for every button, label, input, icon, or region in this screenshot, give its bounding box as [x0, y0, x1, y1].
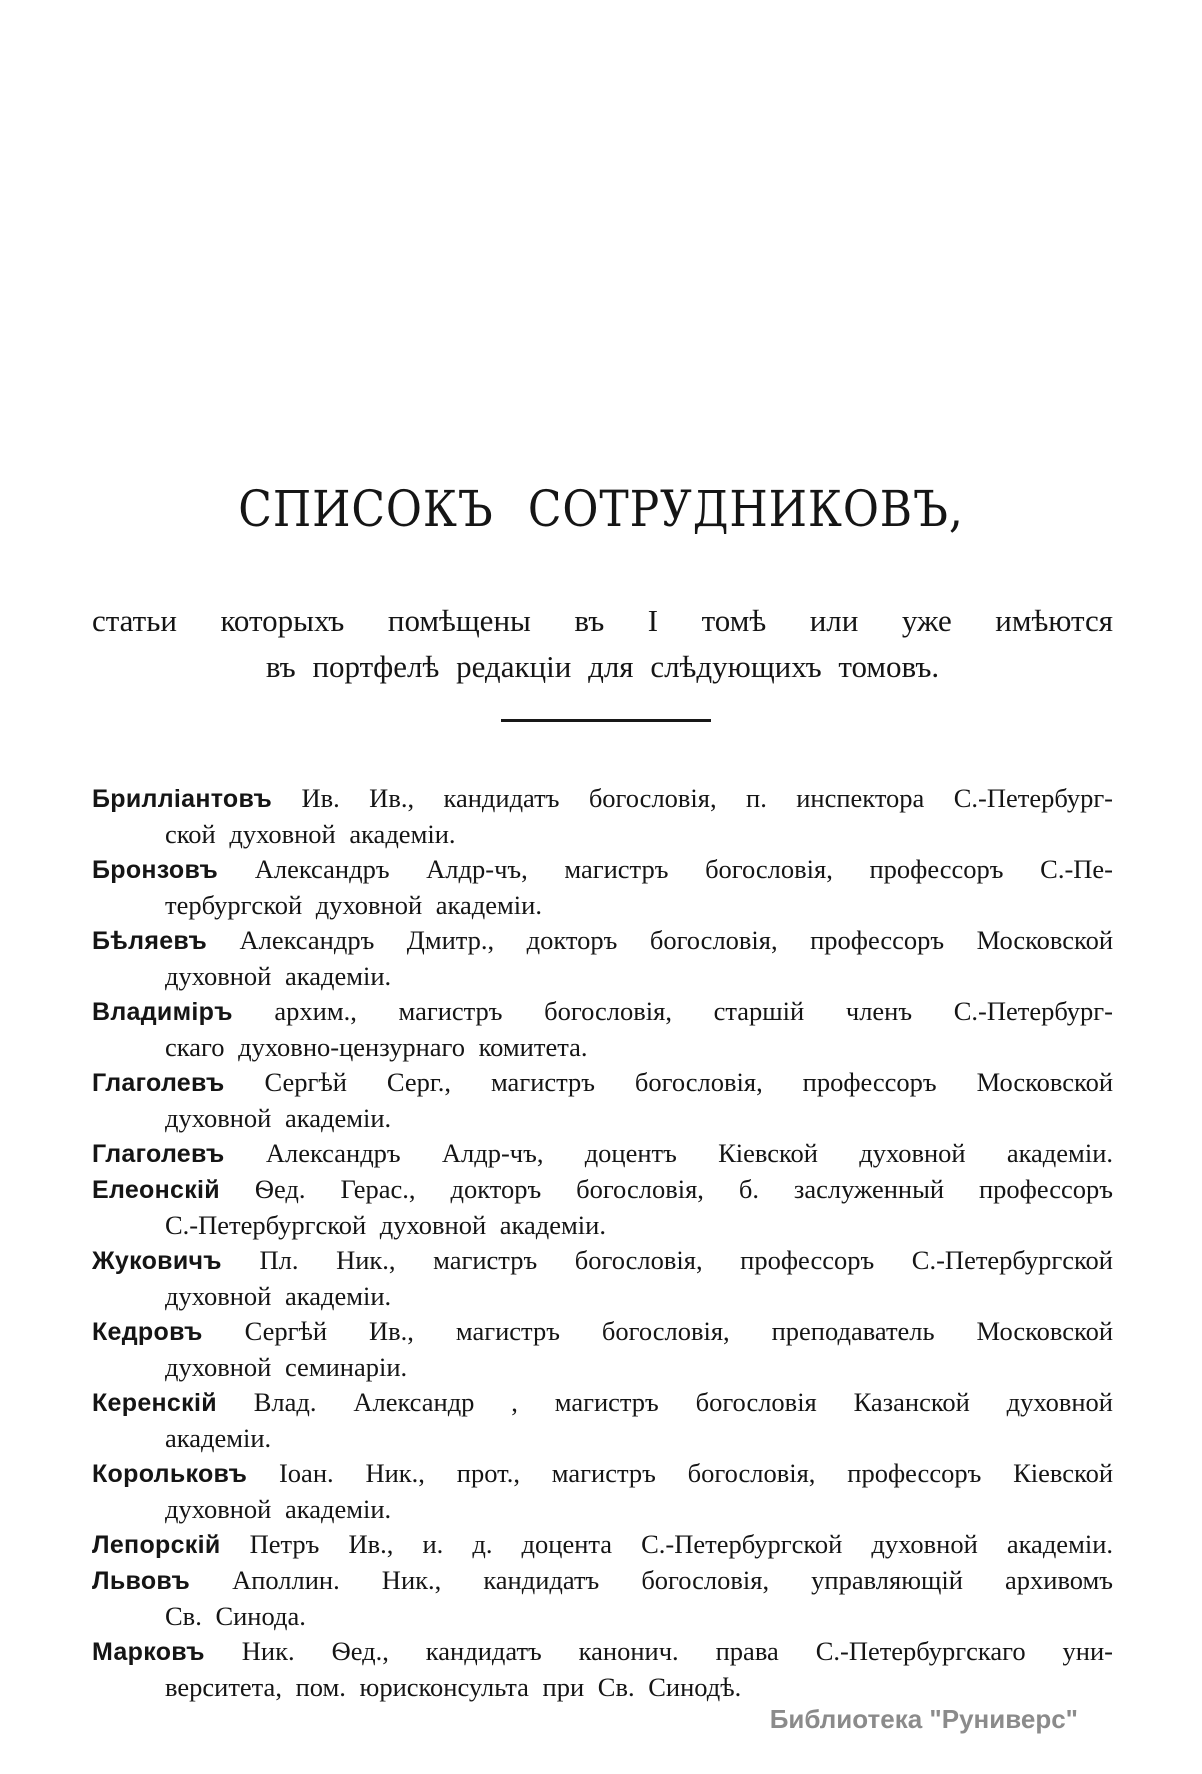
- entry-first-line: [92, 1563, 1113, 1599]
- contributor-entry: [92, 1563, 1113, 1634]
- entry-continuation-line: духовной академіи.: [165, 961, 392, 991]
- entry-text: Аполлин. Ник., кандидатъ богословія, управляющій архивомъ: [232, 1565, 1114, 1595]
- contributor-name: Бѣляевъ: [92, 927, 207, 955]
- contributor-name: Елеонскій: [92, 1176, 220, 1204]
- contributor-name: Глаголевъ: [92, 1069, 225, 1097]
- entry-text: Александръ Дмитр., докторъ богословія, профессоръ Московской: [239, 925, 1114, 955]
- contributor-entry: [92, 1065, 1113, 1136]
- subtitle-line-2: въ портфелѣ редакціи для слѣдующихъ томовъ.: [265, 649, 940, 684]
- entry-text: Ив. Ив., кандидатъ богословія, п. инспектора С.-Петербург-: [301, 783, 1114, 813]
- entry-first-line: [92, 781, 1113, 817]
- contributor-name: Марковъ: [92, 1638, 205, 1666]
- entry-first-line: [92, 1065, 1113, 1101]
- contributor-name: Лепорскій: [92, 1531, 221, 1559]
- entry-first-line: [92, 1385, 1113, 1421]
- entry-text: Александръ Алдр-чъ, доцентъ Кіевской духовной академіи.: [265, 1138, 1113, 1168]
- entry-text: Ник. Ѳед., кандидатъ канонич. права С.-Петербургскаго уни-: [241, 1636, 1113, 1666]
- entry-continuation-line: духовной семинаріи.: [165, 1352, 408, 1382]
- entry-first-line: [92, 1456, 1113, 1492]
- contributor-name: Жуковичъ: [92, 1247, 222, 1275]
- contributor-name: Кедровъ: [92, 1318, 203, 1346]
- library-watermark: Библиотека "Руниверс": [769, 1704, 1078, 1734]
- page-title: СПИСОКЪ СОТРУДНИКОВЪ,: [238, 480, 964, 538]
- contributor-name: Владиміръ: [92, 998, 233, 1026]
- contributor-entry: [92, 1527, 1113, 1563]
- entry-first-line: [92, 1314, 1113, 1350]
- contributor-entry: [92, 781, 1113, 852]
- contributor-entry: [92, 1634, 1113, 1705]
- entry-text: Сергѣй Ив., магистръ богословія, преподаватель Московской: [244, 1316, 1113, 1346]
- contributor-entry: [92, 1136, 1113, 1172]
- entry-text: Александръ Алдр-чъ, магистръ богословія, профессоръ С.-Пе-: [254, 854, 1113, 884]
- contributor-name: Корольковъ: [92, 1460, 248, 1488]
- entry-text: Ѳед. Герас., докторъ богословія, б. заслуженный профессоръ: [254, 1174, 1113, 1204]
- entry-text: Петръ Ив., и. д. доцента С.-Петербургской духовной академіи.: [249, 1529, 1114, 1559]
- contributor-name: Бронзовъ: [92, 856, 219, 884]
- entry-continuation-line: Св. Синода.: [165, 1601, 306, 1631]
- entry-continuation-line: духовной академіи.: [165, 1103, 392, 1133]
- entry-continuation-line: тербургской духовной академіи.: [165, 890, 542, 920]
- contributors-list: [92, 781, 1113, 1705]
- contributor-entry: [92, 1314, 1113, 1385]
- entry-first-line: [92, 1243, 1113, 1279]
- entry-text: Влад. Александр , магистръ богословія Казанской духовной: [253, 1387, 1113, 1417]
- entry-first-line: [92, 923, 1113, 959]
- divider-rule: [501, 719, 711, 722]
- contributor-name: Львовъ: [92, 1567, 190, 1595]
- contributor-name: Глаголевъ: [92, 1140, 225, 1168]
- entry-continuation-line: скаго духовно-цензурнаго комитета.: [165, 1032, 588, 1062]
- entry-text: Пл. Ник., магистръ богословія, профессоръ С.-Петербургской: [259, 1245, 1113, 1275]
- entry-first-line: [92, 1527, 1113, 1563]
- entry-text: архим., магистръ богословія, старшій членъ С.-Петербург-: [274, 996, 1114, 1026]
- subtitle-line-1: статьи которыхъ помѣщены въ I томѣ или уже имѣются: [92, 603, 1113, 638]
- entry-continuation-line: верситета, пом. юрисконсульта при Св. Синодѣ.: [165, 1672, 742, 1702]
- contributor-entry: [92, 852, 1113, 923]
- subtitle: [92, 598, 1113, 690]
- contributor-name: Керенскій: [92, 1389, 217, 1417]
- entry-first-line: [92, 1136, 1113, 1172]
- contributor-entry: [92, 1385, 1113, 1456]
- entry-first-line: [92, 1172, 1113, 1208]
- contributor-entry: [92, 1456, 1113, 1527]
- contributor-entry: [92, 923, 1113, 994]
- entry-text: Іоан. Ник., прот., магистръ богословія, профессоръ Кіевской: [278, 1458, 1114, 1488]
- entry-continuation-line: академіи.: [165, 1423, 272, 1453]
- entry-continuation-line: ской духовной академіи.: [165, 819, 456, 849]
- contributor-entry: [92, 1243, 1113, 1314]
- contributor-entry: [92, 1172, 1113, 1243]
- contributor-entry: [92, 994, 1113, 1065]
- entry-continuation-line: духовной академіи.: [165, 1281, 392, 1311]
- entry-text: Сергѣй Серг., магистръ богословія, профессоръ Московской: [264, 1067, 1114, 1097]
- entry-continuation-line: С.-Петербургской духовной академіи.: [165, 1210, 606, 1240]
- contributor-name: Брилліантовъ: [92, 785, 273, 813]
- entry-first-line: [92, 1634, 1113, 1670]
- entry-first-line: [92, 852, 1113, 888]
- entry-first-line: [92, 994, 1113, 1030]
- entry-continuation-line: духовной академіи.: [165, 1494, 392, 1524]
